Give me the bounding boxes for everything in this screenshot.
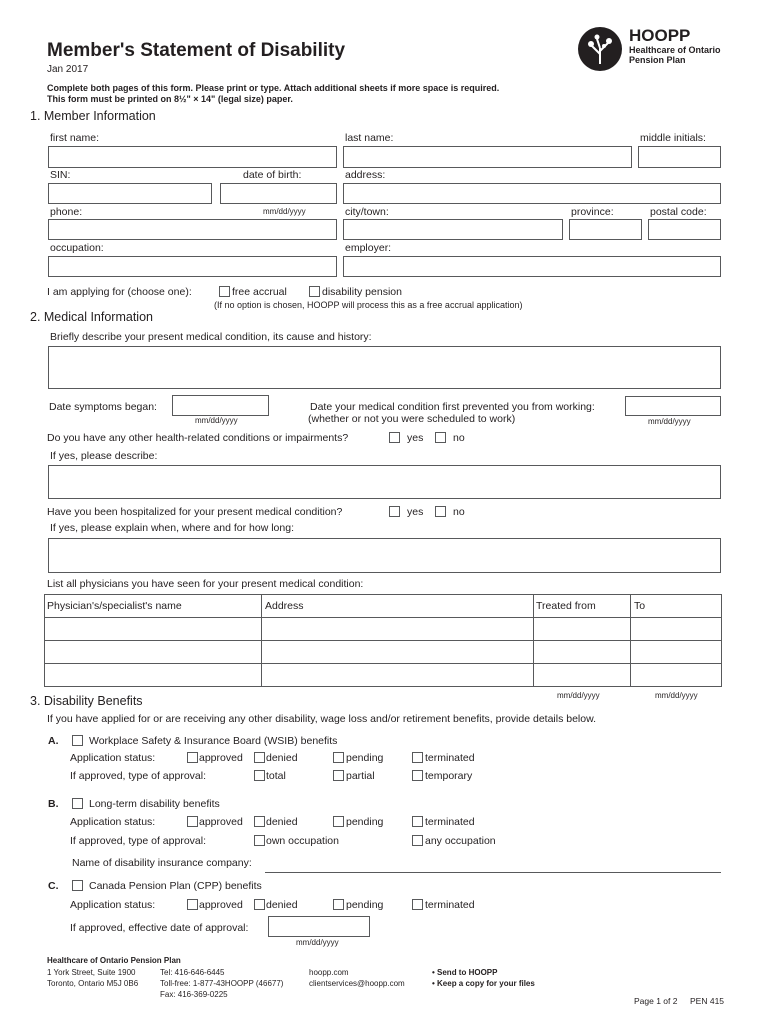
logo-sub-2: Pension Plan bbox=[629, 55, 686, 65]
occupation-input[interactable] bbox=[48, 256, 337, 277]
cpp-label: Canada Pension Plan (CPP) benefits bbox=[89, 880, 262, 892]
employer-input[interactable] bbox=[343, 256, 721, 277]
other-conditions-input[interactable] bbox=[48, 465, 721, 499]
ltd-any-occupation-checkbox[interactable] bbox=[412, 835, 423, 846]
wsib-partial-checkbox[interactable] bbox=[333, 770, 344, 781]
ltd-denied-label: denied bbox=[266, 816, 298, 828]
wsib-pending-label: pending bbox=[346, 752, 384, 764]
address-input[interactable] bbox=[343, 183, 721, 204]
if-yes-describe-label: If yes, please describe: bbox=[50, 450, 158, 462]
table-row-3-name[interactable] bbox=[45, 664, 261, 686]
symptoms-date-format: mm/dd/yyyy bbox=[195, 416, 238, 425]
ltd-checkbox[interactable] bbox=[72, 798, 83, 809]
applying-note: (If no option is chosen, HOOPP will process this as a free accrual application) bbox=[214, 300, 523, 310]
ltd-pending-checkbox[interactable] bbox=[333, 816, 344, 827]
section-b-letter: B. bbox=[48, 798, 59, 810]
wsib-denied-checkbox[interactable] bbox=[254, 752, 265, 763]
ltd-approved-checkbox[interactable] bbox=[187, 816, 198, 827]
hospitalized-yes-checkbox[interactable] bbox=[389, 506, 400, 517]
prevented-working-input[interactable] bbox=[625, 396, 721, 416]
effective-date-label: If approved, effective date of approval: bbox=[70, 922, 249, 934]
wsib-terminated-checkbox[interactable] bbox=[412, 752, 423, 763]
logo-sub-1: Healthcare of Ontario bbox=[629, 45, 721, 55]
dob-label: date of birth: bbox=[243, 169, 302, 181]
ltd-any-occupation-label: any occupation bbox=[425, 835, 496, 847]
cpp-denied-checkbox[interactable] bbox=[254, 899, 265, 910]
wsib-checkbox[interactable] bbox=[72, 735, 83, 746]
postal-code-input[interactable] bbox=[648, 219, 721, 240]
free-accrual-checkbox[interactable] bbox=[219, 286, 230, 297]
instructions-line-1: Complete both pages of this form. Please print or type. Attach additional sheets if more space is required. bbox=[47, 83, 500, 93]
page-number: Page 1 of 2 bbox=[634, 996, 678, 1006]
prevented-date-format: mm/dd/yyyy bbox=[648, 417, 691, 426]
other-conditions-no-checkbox[interactable] bbox=[435, 432, 446, 443]
first-name-label: first name: bbox=[50, 132, 100, 144]
section-2-title: 2. Medical Information bbox=[30, 310, 153, 324]
list-physicians-label: List all physicians you have seen for your present medical condition: bbox=[47, 578, 364, 590]
wsib-terminated-label: terminated bbox=[425, 752, 475, 764]
ltd-terminated-label: terminated bbox=[425, 816, 475, 828]
wsib-status-label: Application status: bbox=[70, 752, 156, 764]
ltd-pending-label: pending bbox=[346, 816, 384, 828]
section-a-letter: A. bbox=[48, 735, 59, 747]
province-input[interactable] bbox=[569, 219, 642, 240]
phone-label: phone: bbox=[50, 206, 83, 218]
sin-input[interactable] bbox=[48, 183, 212, 204]
table-col-divider bbox=[533, 594, 534, 687]
footer-addr-2: Toronto, Ontario M5J 0B6 bbox=[47, 979, 139, 988]
footer-fax: Fax: 416-369-0225 bbox=[160, 990, 228, 999]
wsib-pending-checkbox[interactable] bbox=[333, 752, 344, 763]
ltd-approved-label: approved bbox=[199, 816, 243, 828]
benefits-intro: If you have applied for or are receiving any other disability, wage loss and/or retirement benefits, provide details below. bbox=[47, 713, 597, 725]
cpp-terminated-label: terminated bbox=[425, 899, 475, 911]
middle-initials-input[interactable] bbox=[638, 146, 721, 168]
wsib-total-label: total bbox=[266, 770, 286, 782]
table-col-divider bbox=[261, 594, 262, 687]
wsib-label: Workplace Safety & Insurance Board (WSIB) benefits bbox=[89, 735, 338, 747]
if-yes-explain-label: If yes, please explain when, where and for how long: bbox=[50, 522, 294, 534]
ltd-label: Long-term disability benefits bbox=[89, 798, 220, 810]
postal-code-label: postal code: bbox=[650, 206, 707, 218]
ltd-terminated-checkbox[interactable] bbox=[412, 816, 423, 827]
cpp-pending-label: pending bbox=[346, 899, 384, 911]
city-label: city/town: bbox=[345, 206, 389, 218]
other-conditions-yes-checkbox[interactable] bbox=[389, 432, 400, 443]
wsib-total-checkbox[interactable] bbox=[254, 770, 265, 781]
form-title: Member's Statement of Disability bbox=[47, 40, 346, 61]
cpp-approved-label: approved bbox=[199, 899, 243, 911]
first-name-input[interactable] bbox=[48, 146, 337, 168]
wsib-temporary-label: temporary bbox=[425, 770, 473, 782]
treated-from-format: mm/dd/yyyy bbox=[557, 691, 600, 700]
ltd-own-occupation-checkbox[interactable] bbox=[254, 835, 265, 846]
footer-send: • Send to HOOPP bbox=[432, 968, 498, 977]
tree-icon bbox=[577, 26, 623, 72]
wsib-partial-label: partial bbox=[346, 770, 375, 782]
cpp-terminated-checkbox[interactable] bbox=[412, 899, 423, 910]
address-label: address: bbox=[345, 169, 386, 181]
occupation-label: occupation: bbox=[50, 242, 104, 254]
effective-date-input[interactable] bbox=[268, 916, 370, 937]
cpp-approved-checkbox[interactable] bbox=[187, 899, 198, 910]
cpp-checkbox[interactable] bbox=[72, 880, 83, 891]
table-row-1-name[interactable] bbox=[45, 618, 261, 640]
table-header-to: To bbox=[634, 600, 646, 612]
other-conditions-yes-label: yes bbox=[407, 432, 424, 444]
city-input[interactable] bbox=[343, 219, 563, 240]
last-name-label: last name: bbox=[345, 132, 394, 144]
applying-label: I am applying for (choose one): bbox=[47, 286, 192, 298]
table-header-address: Address bbox=[265, 600, 304, 612]
hospitalized-no-label: no bbox=[453, 506, 465, 518]
province-label: province: bbox=[571, 206, 614, 218]
prevented-working-label: Date your medical condition first prevented you from working: bbox=[310, 401, 595, 413]
footer-web[interactable]: hoopp.com bbox=[309, 968, 349, 977]
section-c-letter: C. bbox=[48, 880, 59, 892]
ltd-status-label: Application status: bbox=[70, 816, 156, 828]
insurance-company-input[interactable] bbox=[265, 872, 721, 873]
instructions-line-2: This form must be printed on 8½" × 14" (legal size) paper. bbox=[47, 94, 293, 104]
footer-tollfree: Toll-free: 1-877-43HOOPP (46677) bbox=[160, 979, 284, 988]
describe-condition-label: Briefly describe your present medical condition, its cause and history: bbox=[50, 331, 372, 343]
ltd-type-label: If approved, type of approval: bbox=[70, 835, 207, 847]
symptoms-began-input[interactable] bbox=[172, 395, 269, 416]
disability-pension-checkbox[interactable] bbox=[309, 286, 320, 297]
free-accrual-label: free accrual bbox=[232, 286, 287, 298]
form-id: PEN 415 bbox=[690, 996, 725, 1006]
wsib-approved-checkbox[interactable] bbox=[187, 752, 198, 763]
logo-name: HOOPP bbox=[629, 26, 691, 45]
middle-initials-label: middle initials: bbox=[640, 132, 706, 144]
footer-email[interactable]: clientservices@hoopp.com bbox=[309, 979, 405, 988]
hospitalized-no-checkbox[interactable] bbox=[435, 506, 446, 517]
cpp-status-label: Application status: bbox=[70, 899, 156, 911]
sin-label: SIN: bbox=[50, 169, 71, 181]
table-header-name: Physician's/specialist's name bbox=[47, 600, 182, 612]
cpp-denied-label: denied bbox=[266, 899, 298, 911]
other-conditions-question: Do you have any other health-related conditions or impairments? bbox=[47, 432, 349, 444]
ltd-denied-checkbox[interactable] bbox=[254, 816, 265, 827]
table-header-treated-from: Treated from bbox=[536, 600, 596, 612]
prevented-working-sub: (whether or not you were scheduled to work) bbox=[308, 413, 516, 425]
employer-label: employer: bbox=[345, 242, 392, 254]
form-date: Jan 2017 bbox=[47, 64, 89, 75]
ltd-own-occupation-label: own occupation bbox=[266, 835, 339, 847]
section-3-title: 3. Disability Benefits bbox=[30, 694, 143, 708]
hoopp-logo bbox=[577, 26, 623, 72]
dob-input[interactable] bbox=[220, 183, 337, 204]
footer-org: Healthcare of Ontario Pension Plan bbox=[47, 956, 181, 965]
cpp-pending-checkbox[interactable] bbox=[333, 899, 344, 910]
footer-tel: Tel: 416-646-6445 bbox=[160, 968, 225, 977]
hospitalized-question: Have you been hospitalized for your present medical condition? bbox=[47, 506, 343, 518]
insurance-company-label: Name of disability insurance company: bbox=[72, 857, 252, 869]
wsib-approved-label: approved bbox=[199, 752, 243, 764]
table-col-divider bbox=[630, 594, 631, 687]
footer-addr-1: 1 York Street, Suite 1900 bbox=[47, 968, 136, 977]
wsib-type-label: If approved, type of approval: bbox=[70, 770, 207, 782]
wsib-temporary-checkbox[interactable] bbox=[412, 770, 423, 781]
symptoms-began-label: Date symptoms began: bbox=[49, 401, 157, 413]
wsib-denied-label: denied bbox=[266, 752, 298, 764]
effective-date-format: mm/dd/yyyy bbox=[296, 938, 339, 947]
phone-input[interactable] bbox=[48, 219, 337, 240]
condition-description-input[interactable] bbox=[48, 346, 721, 389]
table-row-2-name[interactable] bbox=[45, 641, 261, 663]
dob-format-hint: mm/dd/yyyy bbox=[263, 207, 306, 216]
section-1-title: 1. Member Information bbox=[30, 109, 156, 123]
last-name-input[interactable] bbox=[343, 146, 632, 168]
hospitalized-yes-label: yes bbox=[407, 506, 424, 518]
footer-keep: • Keep a copy for your files bbox=[432, 979, 535, 988]
disability-pension-label: disability pension bbox=[322, 286, 402, 298]
hospitalized-explain-input[interactable] bbox=[48, 538, 721, 573]
other-conditions-no-label: no bbox=[453, 432, 465, 444]
to-format: mm/dd/yyyy bbox=[655, 691, 698, 700]
